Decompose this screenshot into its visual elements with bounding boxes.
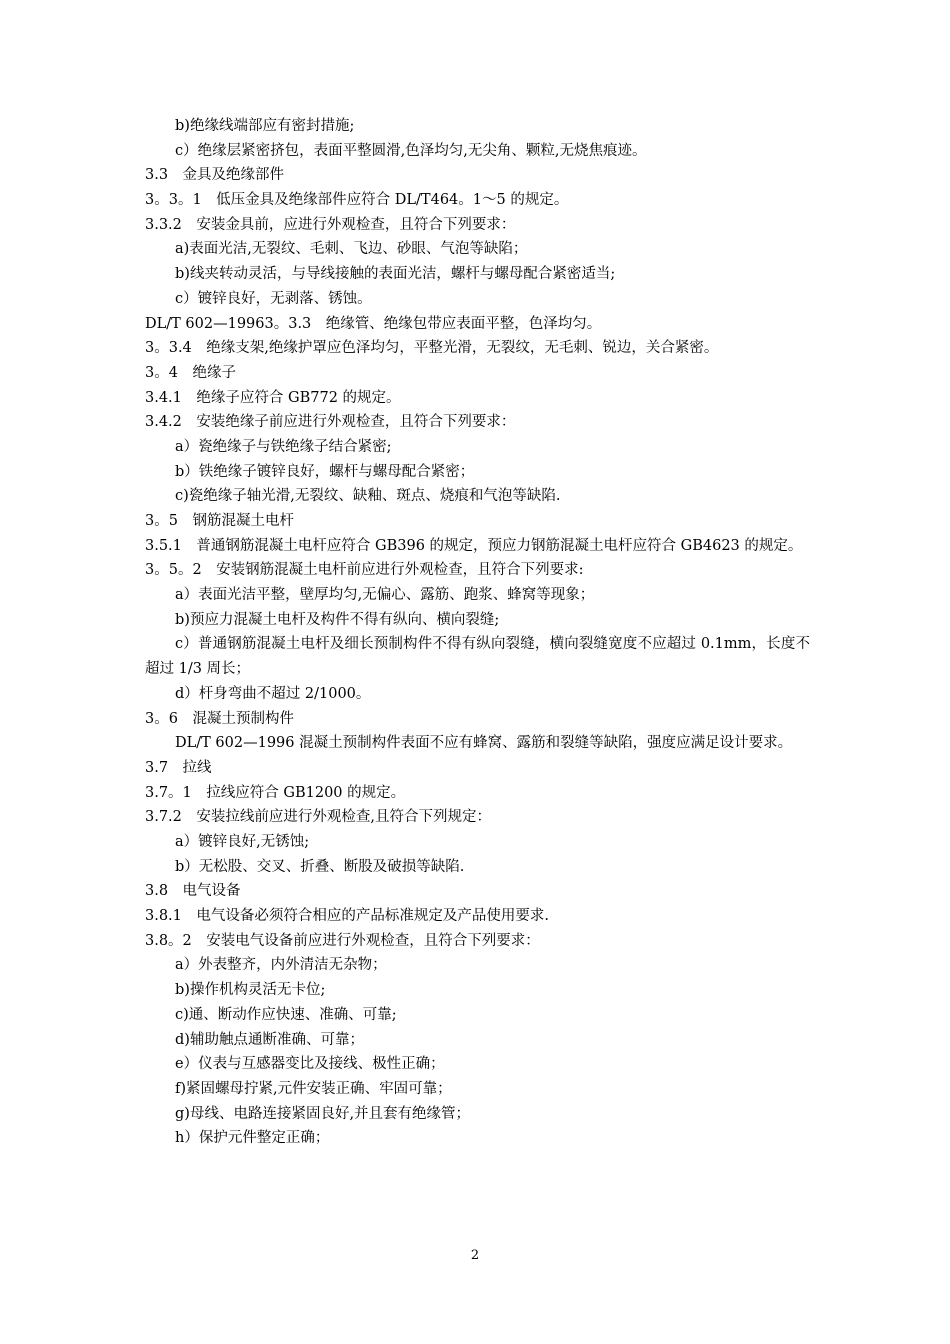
list-item: c)瓷绝缘子轴光滑,无裂纹、缺釉、斑点、烧痕和气泡等缺陷. (175, 488, 561, 505)
list-item: f)紧固螺母拧紧,元件安装正确、牢固可靠； (175, 1080, 452, 1097)
list-item: c）镀锌良好，无剥落、锈蚀。 (175, 290, 372, 307)
section-heading: 3。5 钢筋混凝土电杆 (145, 513, 294, 529)
list-item: b)预应力混凝土电杆及构件不得有纵向、横向裂缝; (175, 611, 500, 628)
list-item: g)母线、电路连接紧固良好,并且套有绝缘管； (175, 1105, 471, 1122)
list-item: h）保护元件整定正确； (175, 1130, 330, 1147)
text-line: 3.3.2 安装金具前，应进行外观检查，且符合下列要求： (145, 216, 516, 233)
section-heading: 3.3 金具及绝缘部件 (145, 167, 285, 184)
text-line: 3。3。1 低压金具及绝缘部件应符合 DL/T464。1～5 的规定。 (145, 192, 569, 209)
list-item: a）瓷绝缘子与铁绝缘子结合紧密; (175, 438, 392, 455)
list-item: d)辅助触点通断准确、可靠； (175, 1031, 364, 1048)
list-item-paragraph: c）普通钢筋混凝土电杆及细长预制构件不得有纵向裂缝，横向裂缝宽度不应超过 0.1mm，长度不超过 1/3 周长； (145, 636, 810, 678)
page-number: 2 (470, 1248, 480, 1263)
list-item: c)通、断动作应快速、准确、可靠; (175, 1006, 397, 1023)
text-line: b)绝缘线端部应有密封措施; (175, 118, 355, 134)
list-item: b）铁绝缘子镀锌良好，螺杆与螺母配合紧密； (175, 463, 475, 480)
text-line: 3。3.4 绝缘支架,绝缘护罩应色泽均匀，平整光滑，无裂纹，无毛刺、锐边，关合紧密。 (145, 340, 719, 357)
text-line: DL/T 602—19963。3.3 绝缘管、绝缘包带应表面平整，色泽均匀。 (145, 315, 602, 332)
list-item: a）外表整齐，内外清洁无杂物； (175, 957, 387, 974)
section-heading: 3。6 混凝土预制构件 (145, 710, 294, 727)
text-line: 3.7。1 拉线应符合 GB1200 的规定。 (145, 784, 406, 801)
list-item: a)表面光洁,无裂纹、毛刺、飞边、砂眼、气泡等缺陷； (175, 241, 528, 258)
text-paragraph: DL/T 602—1996 混凝土预制构件表面不应有蜂窝、露筋和裂缝等缺陷，强度应满足设计要求。 (175, 735, 793, 752)
section-heading: 3.8 电气设备 (145, 883, 241, 900)
list-item: b)操作机构灵活无卡位; (175, 982, 326, 999)
text-line: 3.4.2 安装绝缘子前应进行外观检查，且符合下列要求： (145, 414, 516, 431)
list-item: a）镀锌良好,无锈蚀; (175, 834, 310, 850)
text-line: c）绝缘层紧密挤包，表面平整圆滑,色泽均匀,无尖角、颗粒,无烧焦痕迹。 (175, 142, 647, 159)
text-line: 3.8。2 安装电气设备前应进行外观检查，且符合下列要求： (145, 932, 540, 949)
text-line: 3。5。2 安装钢筋混凝土电杆前应进行外观检查，且符合下列要求: (145, 562, 584, 579)
list-item: b）无松股、交叉、折叠、断股及破损等缺陷. (175, 858, 465, 875)
text-line: 3.4.1 绝缘子应符合 GB772 的规定。 (145, 389, 401, 406)
text-paragraph: 3.5.1 普通钢筋混凝土电杆应符合 GB396 的规定，预应力钢筋混凝土电杆应符合 GB4623 的规定。 (145, 537, 803, 554)
text-line: 3.7.2 安装拉线前应进行外观检查,且符合下列规定： (145, 809, 492, 826)
document-body (145, 114, 810, 1151)
list-item: b)线夹转动灵活，与导线接触的表面光洁，螺杆与螺母配合紧密适当; (175, 266, 616, 283)
list-item: d）杆身弯曲不超过 2/1000。 (175, 685, 371, 702)
section-heading: 3.7 拉线 (145, 759, 212, 776)
list-item: a）表面光洁平整，壁厚均匀,无偏心、露筋、跑浆、蜂窝等现象； (175, 587, 595, 604)
list-item: e）仪表与互感器变比及接线、极性正确； (175, 1056, 445, 1073)
section-heading: 3。4 绝缘子 (145, 364, 236, 381)
text-line: 3.8.1 电气设备必须符合相应的产品标准规定及产品使用要求. (145, 908, 550, 925)
